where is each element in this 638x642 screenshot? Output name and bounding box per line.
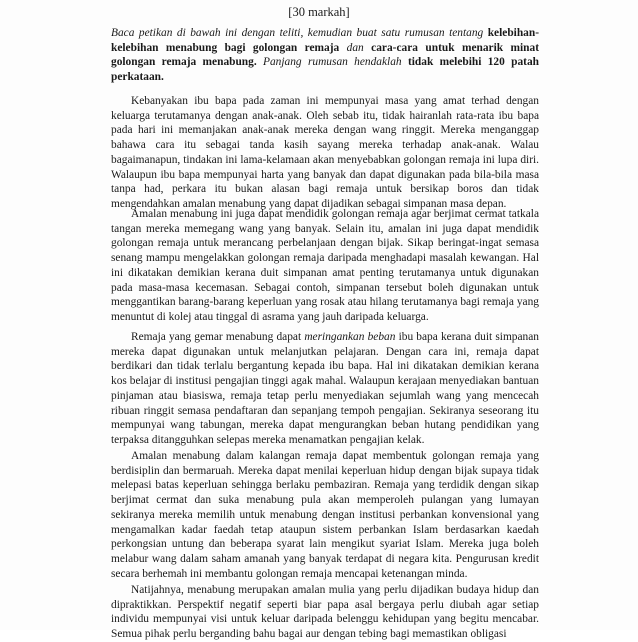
instruction-text bbox=[111, 26, 539, 85]
paragraph-3-part-a: Remaja yang gemar menabung dapat bbox=[131, 331, 305, 343]
instruction-bold-2: cara-cara untuk menarik minat golongan remaja menabung. bbox=[111, 41, 539, 69]
paragraph-3 bbox=[111, 330, 539, 448]
instruction-part-3: Panjang rumusan hendaklah bbox=[256, 56, 408, 69]
paragraph-3-part-b: ibu bapa kerana duit simpanan mereka dapat digunakan untuk melanjutkan pelajaran. Dengan cara ini, remaja dapat berdikari dan tidak terlalu bergantung kepada ibu bapa. Hal ini dikatakan demikian kerana kos belajar di institusi pengajian tinggi agak mahal. Walaupun kerajaan menyediakan bantuan pinjaman atau biasiswa, remaja tetap perlu menyediakan sejumlah wang yang mencecah ribuan ringgit semasa pendaftaran dan sepanjang tempoh pengajian. Sekiranya seseorang itu mempunyai wang tabungan, mereka dapat mengurangkan beban hutang pendidikan yang terpaksa ditangguhkan selepas mereka menamatkan pengajian kelak. bbox=[111, 331, 539, 446]
paragraph-5: Natijahnya, menabung merupakan amalan mulia yang perlu dijadikan budaya hidup dan dipraktikkan. Perspektif negatif seperti biar papa asal bergaya perlu diubah agar setiap individu mempunyai visi untuk keluar daripada belenggu kehidupan yang begitu mencabar. Semua pihak perlu berganding bahu bagai aur dengan tebing bagi memastikan obligasi bbox=[111, 584, 539, 641]
instruction-bold-1: kelebihan-kelebihan menabung bagi golongan remaja bbox=[111, 27, 539, 54]
paragraph-4: Amalan menabung dalam kalangan remaja dapat membentuk golongan remaja yang berdisiplin dan bermaruah. Mereka dapat menilai keperluan hidup dengan bijak supaya tidak melepasi batas keperluan sehingga berlaku pembaziran. Remaja yang terdidik dengan sikap berjimat cermat dan suka menabung pula akan memperoleh pulangan yang lumayan sekiranya mereka memilih untuk menabung dengan institusi perbankan konvensional yang mengamalkan kadar faedah tetap ataupun sistem perbankan Islam berdasarkan kaedah perkongsian untung dan beberapa syarat lain mengikut syariat Islam. Mereka juga boleh melabur wang dalam saham amanah yang banyak terdapat di negara kita. Pengurusan kredit secara berhemah ini membantu golongan remaja mencapai ketenangan minda. bbox=[111, 450, 539, 580]
paragraph-1: Kebanyakan ibu bapa pada zaman ini mempunyai masa yang amat terhad dengan keluarga terutamanya dengan anak-anak. Oleh sebab itu, tidak hairanlah rata-rata ibu bapa pada hari ini memanjakan anak-anak mereka dengan wang ringgit. Mereka menganggap bahawa cara itu sebagai tanda kasih sayang mereka terhadap anak-anak. Walau bagaimanapun, tindakan ini lama-kelamaan akan menyebabkan golongan remaja ini lupa diri. Walaupun ibu bapa mempunyai harta yang banyak dan dapat digunakan pada bila-bila masa tanpa had, perkara itu bukan alasan bagi remaja untuk bersikap boros dan tidak mengendahkan amalan menabung yang dapat dijadikan sebagai simpanan masa depan. bbox=[111, 95, 539, 210]
instruction-part-2: dan bbox=[339, 41, 372, 54]
paragraph-2: Amalan menabung ini juga dapat mendidik golongan remaja agar berjimat cermat tatkala tangan mereka memegang wang yang banyak. Selain itu, amalan ini juga dapat mendidik golongan remaja untuk merancang perbelanjaan dengan bijak. Sikap beringat-ingat semasa senang mampu mengelakkan golongan remaja daripada menghadapi masalah kewangan. Hal ini dikatakan demikian kerana duit simpanan amat penting terutamanya untuk digunakan pada masa-masa kecemasan. Sebagai contoh, simpanan tersebut boleh digunakan untuk menggantikan barang-barang keperluan yang rosak atau hilang terutamanya bagi remaja yang menuntut di kolej atau tinggal di asrama yang jauh daripada keluarga. bbox=[111, 208, 539, 323]
instruction-part-1: Baca petikan di bawah ini dengan teliti, kemudian buat satu rumusan tentang bbox=[111, 27, 488, 39]
paragraph-3-italic: meringankan beban bbox=[304, 331, 396, 343]
instruction-bold-3: tidak melebihi 120 patah perkataan. bbox=[111, 56, 539, 84]
marks-label: [30 markah] bbox=[288, 5, 350, 19]
